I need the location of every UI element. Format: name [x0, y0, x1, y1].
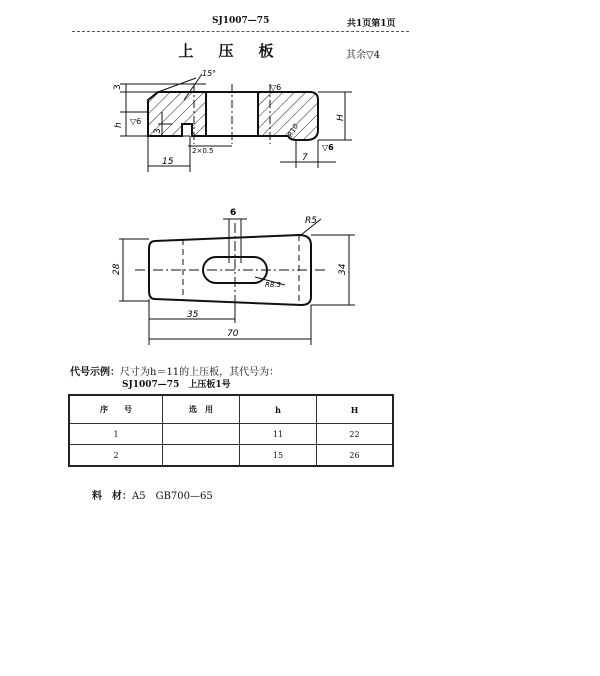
- dim-70: 70: [227, 329, 239, 339]
- dim-H: H: [336, 114, 346, 121]
- table-header-H: H: [317, 395, 394, 424]
- table-cell: 22: [317, 424, 394, 445]
- table-cell: 2: [69, 445, 163, 467]
- example-line: [70, 363, 279, 378]
- dim-angle-15: 15°: [202, 69, 217, 78]
- title-char-3: 板: [258, 42, 274, 60]
- roughness-6-top: ▽6: [270, 83, 282, 92]
- page-title: [166, 40, 286, 61]
- header-rule: [72, 31, 409, 32]
- roughness-6-corner: ▽6: [322, 143, 334, 152]
- plan-view-drawing: [105, 205, 365, 350]
- material-value: A5 GB700—65: [132, 491, 213, 502]
- table-cell: [163, 445, 240, 467]
- dim-28: 28: [112, 263, 122, 275]
- dim-6: 6: [230, 208, 237, 218]
- table-header-h: h: [240, 395, 317, 424]
- table-header-select: 选 用: [163, 395, 240, 424]
- material-label: 料 材：: [92, 491, 132, 502]
- table-cell: 26: [317, 445, 394, 467]
- section-view-drawing: [100, 60, 360, 180]
- dim-chamfer: 2×0.5: [192, 147, 214, 155]
- dim-35: 35: [187, 310, 199, 320]
- table-cell: [163, 424, 240, 445]
- example-code: SJ1007—75 上压板1号: [122, 380, 231, 390]
- table-row: [69, 424, 393, 445]
- example-label: 代号示例：: [70, 367, 120, 378]
- dim-r5: R5: [305, 216, 317, 226]
- dim-7: 7: [302, 153, 308, 163]
- dim-r85: R8.5: [265, 281, 281, 289]
- dim-r10: R10: [286, 122, 301, 139]
- dim-15: 15: [162, 157, 174, 167]
- table-header-no: 序 号: [69, 395, 163, 424]
- dim-34: 34: [338, 263, 348, 275]
- table-header-row: [69, 395, 393, 424]
- table-cell: 11: [240, 424, 317, 445]
- table-cell: 1: [69, 424, 163, 445]
- table-cell: 15: [240, 445, 317, 467]
- title-char-1: 上: [178, 42, 194, 60]
- spec-table: [68, 394, 394, 467]
- example-text: 尺寸为h＝11的上压板，其代号为：: [120, 367, 280, 378]
- dim-3-top: 3: [113, 84, 123, 90]
- roughness-6-left: ▽6: [130, 117, 142, 126]
- material-line: [92, 487, 213, 502]
- title-char-2: 压: [218, 42, 234, 60]
- document-code: SJ1007—75: [212, 16, 270, 26]
- page-count: 共1页第1页: [347, 19, 396, 29]
- dim-h: h: [114, 122, 124, 128]
- roughness-note: 其余▽4: [346, 50, 381, 61]
- table-row: [69, 445, 393, 467]
- dim-3-inner: 3: [153, 128, 163, 134]
